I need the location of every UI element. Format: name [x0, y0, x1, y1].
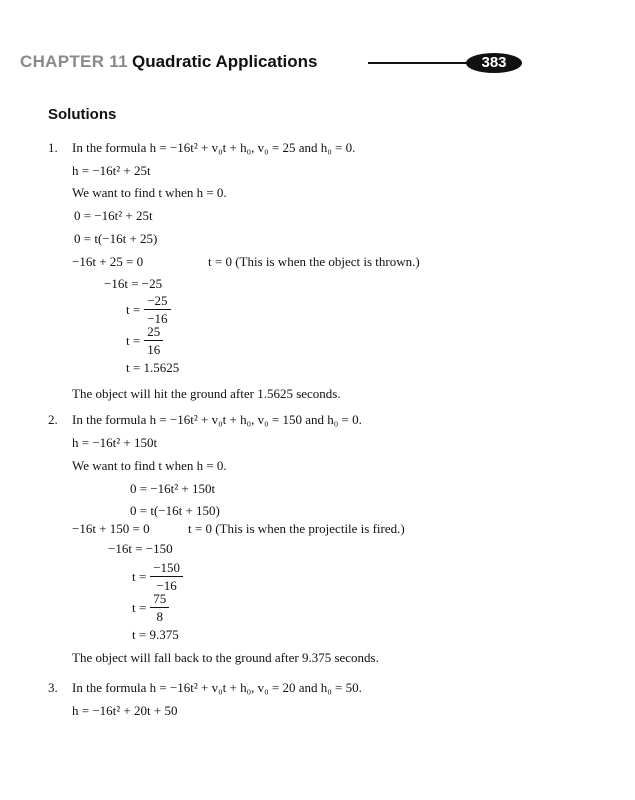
problem-equation: h = −16t² + 150t: [72, 435, 158, 450]
fraction-denominator: 8: [156, 609, 163, 624]
solution-step: −16t = −25: [104, 276, 163, 291]
side-note: t = 0 (This is when the projectile is fired.): [188, 521, 405, 536]
solution-step: −16t = −150: [108, 541, 173, 556]
chapter-label: CHAPTER 11: [20, 52, 128, 71]
fraction-denominator: −16: [147, 311, 168, 326]
solution-step: −16t + 25 = 0: [72, 254, 144, 269]
section-title: Solutions: [48, 106, 117, 123]
fraction-numerator: 75: [150, 591, 169, 608]
problem-number: 3.: [48, 680, 58, 695]
solution-step: 0 = t(−16t + 25): [74, 231, 158, 246]
fraction: [126, 293, 171, 326]
fraction: [132, 591, 169, 624]
solution-step: 0 = −16t² + 150t: [130, 481, 216, 496]
side-note: t = 0 (This is when the object is thrown.): [208, 254, 420, 269]
fraction-lhs: t =: [126, 301, 141, 317]
problem-number: 2.: [48, 412, 58, 427]
problem-number: 1.: [48, 140, 58, 155]
solution-result: t = 1.5625: [126, 360, 180, 375]
fraction-numerator: −25: [144, 293, 170, 310]
chapter-title: Quadratic Applications: [132, 52, 318, 71]
solution-step: 0 = −16t² + 25t: [74, 208, 153, 223]
problem-intro: In the formula h = −16t² + v₀t + h₀, v₀ = 150 and h₀ = 0.: [72, 412, 362, 427]
fraction-numerator: 25: [144, 324, 163, 341]
problem-equation: h = −16t² + 20t + 50: [72, 703, 178, 718]
fraction: [132, 560, 183, 593]
fraction-lhs: t =: [132, 599, 147, 615]
problem-intro: In the formula h = −16t² + v₀t + h₀, v₀ = 25 and h₀ = 0.: [72, 140, 356, 155]
fraction-denominator: −16: [156, 578, 177, 593]
header-rule: [368, 62, 478, 64]
problem-goal: We want to find t when h = 0.: [72, 185, 227, 200]
page-number: 383: [466, 53, 522, 73]
problem-intro: In the formula h = −16t² + v₀t + h₀, v₀ = 20 and h₀ = 50.: [72, 680, 362, 695]
solution-step: 0 = t(−16t + 150): [130, 503, 220, 518]
problem-equation: h = −16t² + 25t: [72, 163, 151, 178]
fraction-lhs: t =: [126, 332, 141, 348]
fraction-lhs: t =: [132, 568, 147, 584]
solution-conclusion: The object will hit the ground after 1.5625 seconds.: [72, 386, 341, 401]
solution-result: t = 9.375: [132, 627, 179, 642]
fraction-numerator: −150: [150, 560, 183, 577]
fraction: [126, 324, 163, 357]
fraction-denominator: 16: [147, 342, 161, 357]
problem-goal: We want to find t when h = 0.: [72, 458, 227, 473]
solution-conclusion: The object will fall back to the ground after 9.375 seconds.: [72, 650, 379, 665]
solution-step: −16t + 150 = 0: [72, 521, 150, 536]
